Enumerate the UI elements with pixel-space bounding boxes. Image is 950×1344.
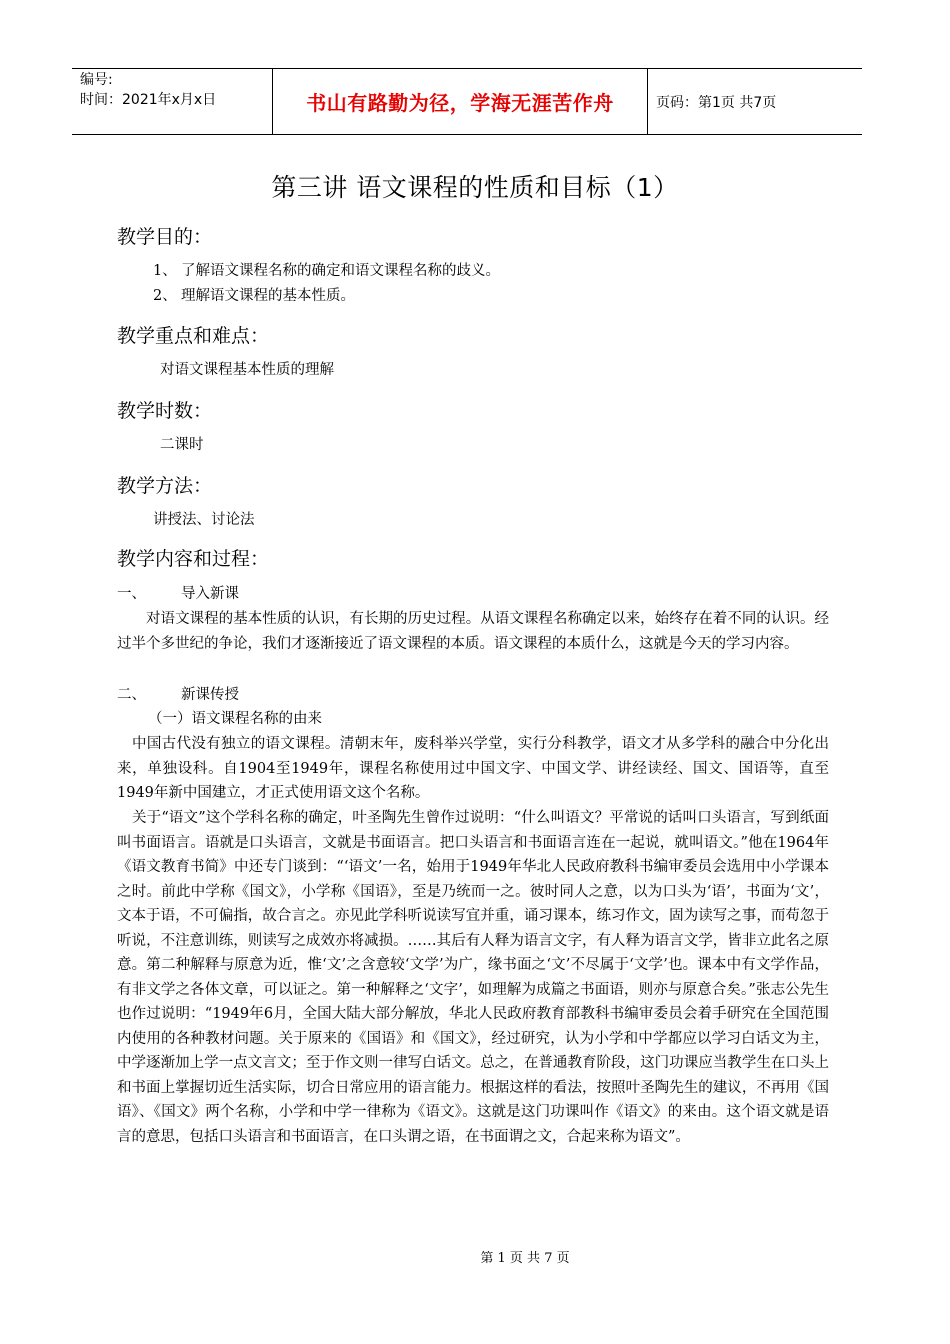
header-page-cell — [648, 69, 862, 134]
sub1-paragraph-2: 关于“语文”这个学科名称的确定，叶圣陶先生曾作过说明：“什么叫语文？平常说的话叫口头语言，写到纸面叫书面语言。语就是口头语言，文就是书面语言。把口头语言和书面语言连在一起说，就叫语文。”他在1964年《语文教育书简》中还专门谈到：“‘语文’一名，始用于1949年华北人民政府教科书编审委员会选用中小学课本之时。前此中学称《国文》，小学称《国语》，至是乃统而一之。彼时同人之意，以为口头为‘语’，书面为‘文’，文本于语，不可偏指，故合言之。亦见此学科听说读写宜并重，诵习课本，练习作文，固为读写之事，而苟忽于听说，不注意训练，则读写之成效亦将减损。……其后有人释为语言文字，有人释为语言文学，皆非立此名之原意。第二种解释与原意为近，惟‘文’之含意较‘文学’为广，缘书面之‘文’不尽属于‘文学’也。课本中有文学作品，有非文学之各体文章，可以证之。第一种解释之‘文字’，如理解为成篇之书面语，则亦与原意合矣。”张志公先生也作过说明：“1949年6月，全国大陆大部分解放，华北人民政府教育部教科书编审委员会着手研究在全国范围内使用的各种教材问题。关于原来的《国语》和《国文》，经过研究，认为小学和中学都应以学习白话文为主，中学逐渐加上学一点文言文；至于作文则一律写白话文。总之，在普通教育阶段，这门功课应当教学生在口头上和书面上掌握切近生活实际，切合日常应用的语言能力。根据这样的看法，按照叶圣陶先生的建议，不再用《国语》、《国文》两个名称，小学和中学一律称为《语文》。这就是这门功课叫作《语文》的来由。这个语文就是语言的意思，包括口头语言和书面语言，在口头谓之语，在书面谓之文，合起来称为语文”。 — [117, 810, 829, 1145]
number-label: 编号: — [80, 72, 113, 88]
hours-text: 二课时 — [160, 437, 204, 453]
document-title: 第三讲 语文课程的性质和目标（1） — [271, 173, 679, 202]
header-left-cell — [72, 69, 273, 134]
sub1-paragraph-1: 中国古代没有独立的语文课程。清朝末年，废科举兴学堂，实行分科教学，语文才从多学科的融合中分化出来，单独设科。自1904至1949年，课程名称使用过中国文字、中国文学、讲经读经、国文、国语等，直至1949年新中国建立，才正式使用语文这个名称。 — [117, 736, 829, 801]
hours-heading: 教学时数： — [117, 400, 213, 422]
part2-title: 新课传授 — [181, 687, 239, 703]
content-heading: 教学内容和过程： — [117, 548, 270, 570]
motto-text: 书山有路勤为径，学海无涯苦作舟 — [306, 91, 614, 115]
part1-num: 一、 — [117, 586, 146, 602]
part1-title: 导入新课 — [181, 586, 239, 602]
objective-text: 理解语文课程的基本性质。 — [181, 288, 355, 304]
key-points-heading: 教学重点和难点： — [117, 325, 270, 347]
sub1-heading: （一）语文课程名称的由来 — [148, 711, 322, 727]
objective-num: 2、 — [153, 288, 177, 304]
time-label: 时间：2021年x月x日 — [80, 92, 217, 108]
objective-item-1 — [153, 259, 500, 283]
page-footer: 第 1 页 共 7 页 — [480, 1251, 570, 1266]
part2-heading — [117, 683, 239, 707]
objective-text: 了解语文课程名称的确定和语文课程名称的歧义。 — [181, 263, 500, 279]
part2-num: 二、 — [117, 687, 146, 703]
part1-heading — [117, 582, 239, 606]
key-points-text: 对语文课程基本性质的理解 — [160, 362, 334, 378]
objectives-heading: 教学目的： — [117, 226, 213, 248]
part1-paragraph: 对语文课程的基本性质的认识，有长期的历史过程。从语文课程名称确定以来，始终存在着不同的认识。经过半个多世纪的争论，我们才逐渐接近了语文课程的本质。语文课程的本质什么，这就是今天的学习内容。 — [117, 611, 829, 652]
methods-text: 讲授法、讨论法 — [153, 512, 255, 528]
methods-heading: 教学方法： — [117, 475, 213, 497]
objective-num: 1、 — [153, 263, 177, 279]
header-table — [72, 68, 862, 135]
objective-item-2 — [153, 284, 355, 308]
header-motto-cell — [273, 69, 648, 134]
page-info: 页码：第1页 共7页 — [656, 94, 777, 111]
